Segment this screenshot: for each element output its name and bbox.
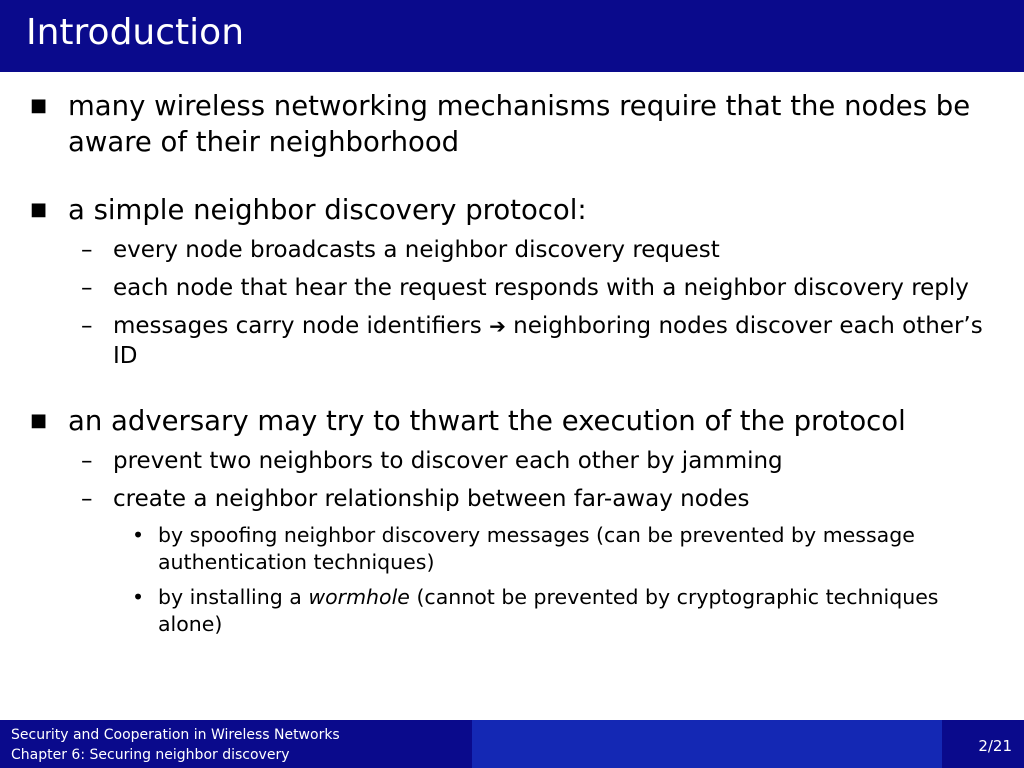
slide-title: Introduction	[26, 12, 245, 53]
bullet-text: prevent two neighbors to discover each other by jamming	[113, 448, 783, 474]
slide-body	[0, 88, 1024, 638]
bullet-text: many wireless networking mechanisms require that the nodes be aware of their neighborhood	[68, 90, 971, 158]
dash-bullet-icon: –	[81, 448, 93, 474]
emphasized-term: wormhole	[308, 585, 410, 609]
bullet-text: a simple neighbor discovery protocol:	[68, 194, 587, 226]
bullet-text: by installing a	[158, 585, 302, 609]
footer-course-info	[0, 720, 472, 768]
page-number: 2/21	[978, 737, 1012, 755]
bullet-level2	[81, 235, 993, 265]
bullet-text: each node that hear the request responds with a neighbor discovery reply	[113, 275, 969, 301]
footer-page-box	[942, 720, 1024, 768]
footer-course-title: Security and Cooperation in Wireless Networks	[11, 727, 340, 743]
bullet-level1	[30, 403, 998, 439]
bullet-level1	[30, 88, 998, 160]
title-bar	[0, 0, 1024, 72]
bullet-text: create a neighbor relationship between far-away nodes	[113, 486, 750, 512]
bullet-level2	[81, 273, 993, 303]
bullet-level3	[132, 522, 998, 576]
bullet-level1	[30, 192, 998, 228]
dot-bullet-icon: •	[132, 523, 145, 547]
bullet-level2	[81, 311, 993, 371]
bullet-text: (cannot be prevented by cryptographic techniques alone)	[158, 585, 939, 636]
bullet-text: by spoofing neighbor discovery messages (can be prevented by message authentication techniques)	[158, 523, 915, 574]
right-arrow-icon: ➔	[489, 314, 506, 338]
bullet-text: neighboring nodes discover each other’s ID	[113, 313, 983, 369]
bullet-text: messages carry node identifiers	[113, 313, 482, 339]
dash-bullet-icon: –	[81, 313, 93, 339]
bullet-level2	[81, 446, 993, 476]
square-bullet-icon: ■	[30, 410, 48, 431]
footer-band	[472, 720, 942, 768]
dot-bullet-icon: •	[132, 585, 145, 609]
square-bullet-icon: ■	[30, 199, 48, 220]
bullet-level2	[81, 484, 993, 514]
bullet-text: every node broadcasts a neighbor discovery request	[113, 237, 720, 263]
dash-bullet-icon: –	[81, 486, 93, 512]
dash-bullet-icon: –	[81, 237, 93, 263]
footer-chapter-title: Chapter 6: Securing neighbor discovery	[11, 747, 290, 763]
bullet-level3	[132, 584, 998, 638]
square-bullet-icon: ■	[30, 95, 48, 116]
bullet-text: an adversary may try to thwart the execution of the protocol	[68, 405, 906, 437]
dash-bullet-icon: –	[81, 275, 93, 301]
